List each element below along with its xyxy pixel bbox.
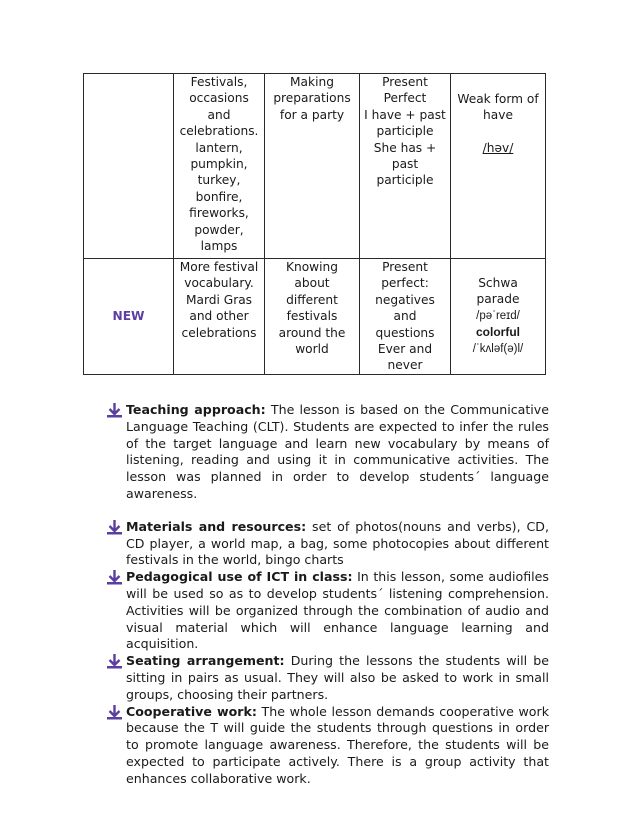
table-cell-vocabulary: Festivals, occasions and celebrations. lantern, pumpkin, turkey, bonfire, fireworks, powder, lamps bbox=[174, 74, 265, 259]
table-row bbox=[84, 259, 546, 375]
arrow-bullet-icon bbox=[107, 570, 122, 585]
phonetic-text: /ˈkʌləf(ə)l/ bbox=[472, 342, 524, 355]
table-cell-pronunciation: Schwa parade /pəˈreɪd/ colorful /ˈkʌləf(ə)l/ bbox=[451, 259, 546, 375]
table-cell-grammar: Present Perfect I have + past participle She has + past participle bbox=[360, 74, 451, 259]
list-item: Materials and resources: set of photos(nouns and verbs), CD, CD player, a world map, a bag, some photocopies about different festivals in the world, bingo charts bbox=[107, 519, 549, 569]
table-row bbox=[84, 74, 546, 259]
table-cell-grammar: Present perfect: negatives and questions Ever and never bbox=[360, 259, 451, 375]
arrow-bullet-icon bbox=[107, 520, 122, 535]
phonetic-text: /həv/ bbox=[482, 140, 514, 155]
list-item: Seating arrangement: During the lessons the students will be sitting in pairs as usual. They will also be asked to work in small groups, choosing their partners. bbox=[107, 653, 549, 703]
table-cell-function: Making preparations for a party bbox=[265, 74, 360, 259]
list-item: Pedagogical use of ICT in class: In this lesson, some audiofiles will be used so as to develop students´ listening comprehension. Activities will be organized through the combination of audio and visual material which will enhance language learning and acquisition. bbox=[107, 569, 549, 653]
lesson-plan-table bbox=[83, 73, 546, 375]
list-item: Teaching approach: The lesson is based on the Communicative Language Teaching (CLT). Students are expected to infer the rules of the target language and learn new vocabulary by means of listening, reading and using it in communicative activities. The lesson was planned in order to develop students´ language awareness. bbox=[107, 402, 549, 503]
word-text: colorful bbox=[476, 325, 520, 340]
list-item: Cooperative work: The whole lesson demands cooperative work because the T will guide the students through questions in order to promote language awareness. Therefore, the students will be expected to participate actively. There is a group activity that enhances collaborative work. bbox=[107, 704, 549, 788]
table-cell-vocabulary: More festival vocabulary. Mardi Gras and other celebrations bbox=[174, 259, 265, 375]
table-cell-pronunciation: Weak form of have /həv/ bbox=[451, 74, 546, 259]
table-cell-empty bbox=[84, 74, 174, 259]
phonetic-text: /pəˈreɪd/ bbox=[476, 309, 520, 322]
table-cell-function: Knowing about different festivals around the world bbox=[265, 259, 360, 375]
bullet-list bbox=[107, 402, 549, 788]
arrow-bullet-icon bbox=[107, 403, 122, 418]
new-label: NEW bbox=[84, 259, 174, 375]
arrow-bullet-icon bbox=[107, 654, 122, 669]
arrow-bullet-icon bbox=[107, 705, 122, 720]
